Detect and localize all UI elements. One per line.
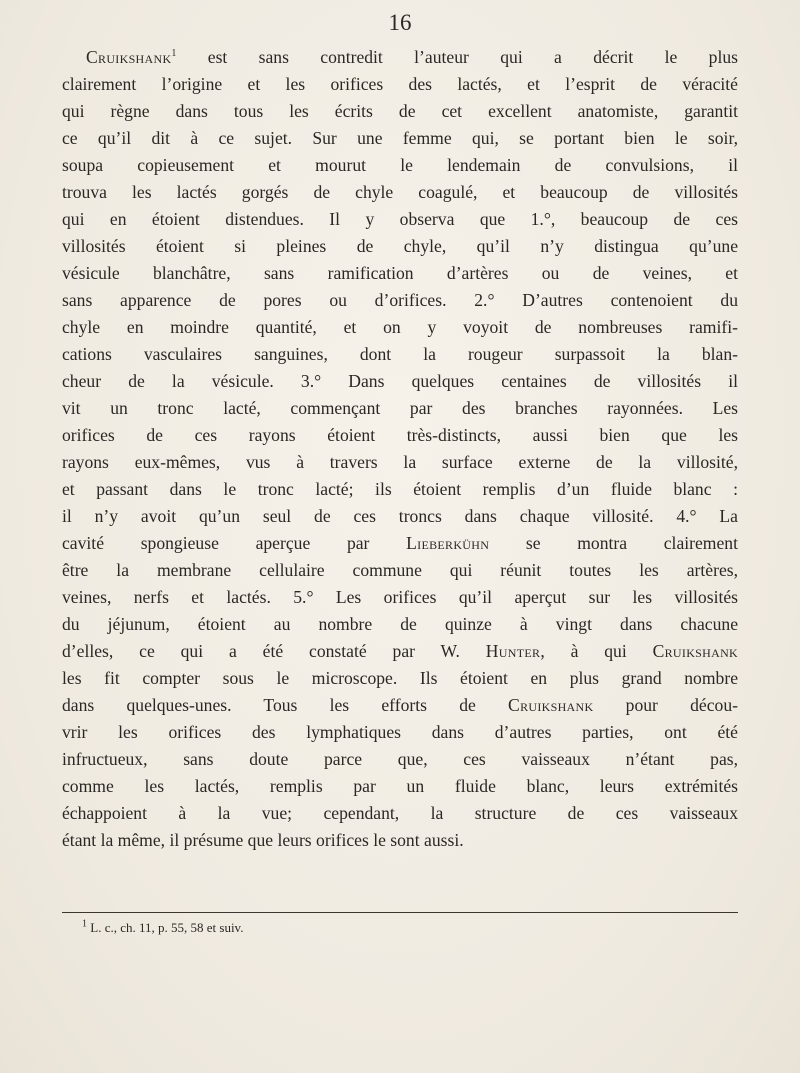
text-line: dans quelques-unes. Tous les efforts de Cruikshank pour décou- <box>62 695 738 715</box>
text-line: qui règne dans tous les écrits de cet excellent anatomiste, garantit <box>62 101 738 121</box>
author-name: Lieberkühn <box>406 533 490 553</box>
author-name: Cruikshank <box>508 695 594 715</box>
text-line: étant la même, il présume que leurs orifices le sont aussi. <box>62 830 464 850</box>
text-line: il n’y avoit qu’un seul de ces troncs dans chaque villosité. 4.° La <box>62 506 738 526</box>
author-name: Hunter <box>485 641 541 661</box>
author-name: Cruikshank <box>652 641 738 661</box>
text-line: orifices de ces rayons étoient très-distincts, aussi bien que les <box>62 425 738 445</box>
footnote <box>82 920 243 936</box>
text-line: sans apparence de pores ou d’orifices. 2.° D’autres contenoient du <box>62 290 738 310</box>
text-line: échappoient à la vue; cependant, la structure de ces vaisseaux <box>62 803 738 823</box>
text-line: soupa copieusement et mourut le lendemain de convulsions, il <box>62 155 738 175</box>
text-line: ce qu’il dit à ce sujet. Sur une femme qui, se portant bien le soir, <box>62 128 738 148</box>
text-line: vésicule blanchâtre, sans ramification d’artères ou de veines, et <box>62 263 738 283</box>
text-line: être la membrane cellulaire commune qui réunit toutes les artères, <box>62 560 738 580</box>
text-line: infructueux, sans doute parce que, ces vaisseaux n’étant pas, <box>62 749 738 769</box>
text-line: d’elles, ce qui a été constaté par W. Hunter, à qui Cruikshank <box>62 641 738 661</box>
page-number: 16 <box>388 10 412 35</box>
text-line: les fit compter sous le microscope. Ils étoient en plus grand nombre <box>62 668 738 688</box>
footnote-text: L. c., ch. 11, p. 55, 58 et suiv. <box>87 920 244 935</box>
text-line: cations vasculaires sanguines, dont la rougeur surpassoit la blan- <box>62 344 738 364</box>
text-line: villosités étoient si pleines de chyle, qu’il n’y distingua qu’une <box>62 236 738 256</box>
text-line: Cruikshank$^1$ est sans contredit l’auteur qui a décrit le plus <box>86 47 738 67</box>
text-line: vrir les orifices des lymphatiques dans d’autres parties, ont été <box>62 722 738 742</box>
footnote-divider <box>62 912 738 913</box>
footnote-marker: 1 <box>171 48 177 60</box>
text-line: cheur de la vésicule. 3.° Dans quelques centaines de villosités il <box>62 371 738 391</box>
body-text <box>62 44 738 854</box>
text-line: trouva les lactés gorgés de chyle coagulé, et beaucoup de villosités <box>62 182 738 202</box>
text-line: qui en étoient distendues. Il y observa que 1.°, beaucoup de ces <box>62 209 738 229</box>
footnote-marker: 1 <box>82 918 87 930</box>
text-line: rayons eux-mêmes, vus à travers la surface externe de la villosité, <box>62 452 738 472</box>
text-line: du jéjunum, étoient au nombre de quinze à vingt dans chacune <box>62 614 738 634</box>
text-line: cavité spongieuse aperçue par Lieberkühn se montra clairement <box>62 533 738 553</box>
text-line: veines, nerfs et lactés. 5.° Les orifices qu’il aperçut sur les villosités <box>62 587 738 607</box>
text-line: comme les lactés, remplis par un fluide blanc, leurs extrémités <box>62 776 738 796</box>
text-line: vit un tronc lacté, commençant par des branches rayonnées. Les <box>62 398 738 418</box>
author-name: Cruikshank <box>86 47 172 67</box>
text-line: clairement l’origine et les orifices des lactés, et l’esprit de véracité <box>62 74 738 94</box>
text-line: chyle en moindre quantité, et on y voyoit de nombreuses ramifi- <box>62 317 738 337</box>
text-line: et passant dans le tronc lacté; ils étoient remplis d’un fluide blanc : <box>62 479 738 499</box>
